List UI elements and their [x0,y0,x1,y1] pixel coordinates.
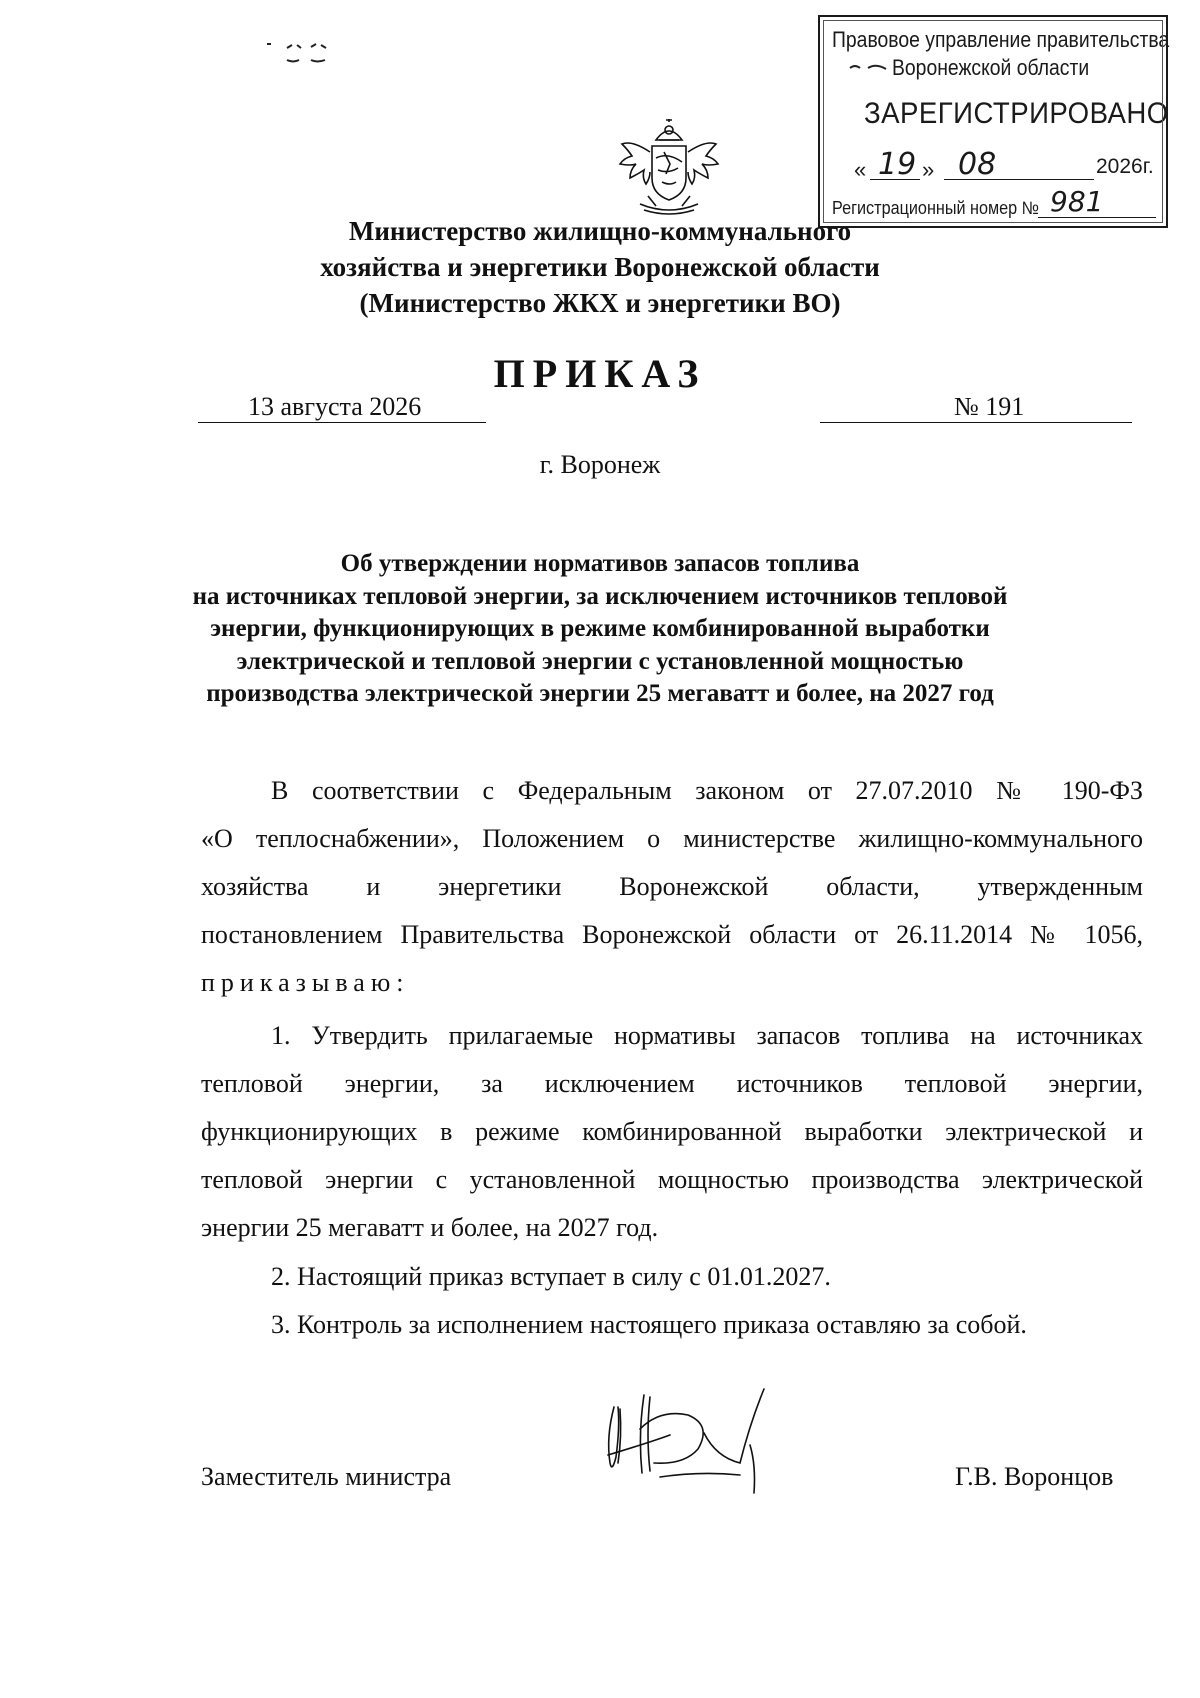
subject-line: электрической и тепловой энергии с установленной мощностью [236,647,964,675]
scan-artifact-marks [265,40,355,70]
stamp-date-month: 08 [958,147,997,182]
stamp-registered-label: ЗАРЕГИСТРИРОВАНО [864,97,1169,130]
registration-stamp [818,15,1168,228]
order-number: № 191 [954,392,1025,421]
order-item-3: 3. Контроль за исполнением настоящего приказа оставляю за собой. [271,1310,1027,1339]
order-date-field [198,392,486,423]
stamp-date-quote-open: « [854,157,867,182]
ministry-name-line2: хозяйства и энергетики Воронежской области [320,252,880,282]
issue-city: г. Воронеж [539,450,661,479]
signatory-position: Заместитель министра [201,1462,452,1491]
subject-line: Об утверждении нормативов запасов топлива [340,550,860,577]
stamp-date [850,149,1160,189]
stamp-date-day: 19 [878,147,917,182]
preamble-line: «О теплоснабжении», Положением о министерстве жилищно-коммунального [201,824,1143,853]
stamp-dash-marks [848,61,892,75]
document-type-title: ПРИКАЗ [493,351,707,396]
order-date: 13 августа 2026 [248,392,422,421]
handwritten-signature [600,1385,780,1495]
subject-line: производства электрической энергии 25 мегаватт и более, на 2027 год [206,680,994,707]
item1-line: тепловой энергии с установленной мощностью производства электрической [201,1165,1143,1194]
coat-of-arms-emblem [614,118,724,218]
item1-line: энергии 25 мегаватт и более, на 2027 год. [201,1213,659,1242]
ministry-short-name: (Министерство ЖКХ и энергетики ВО) [359,288,841,318]
stamp-authority-line1: Правовое управление правительства [832,27,1170,52]
stamp-date-year: 2026г. [1096,155,1154,178]
preamble-line: В соответствии с Федеральным законом от 27.07.2010 № 190-ФЗ [271,776,1143,805]
stamp-day-underline [870,179,920,180]
preamble-line: хозяйства и энергетики Воронежской области, утвержденным [201,872,1143,901]
stamp-date-quote-close: » [922,157,935,182]
ministry-name-line1: Министерство жилищно-коммунального [348,216,852,246]
order-item-2: 2. Настоящий приказ вступает в силу с 01.01.2027. [271,1262,831,1291]
order-verb: приказываю: [201,968,410,997]
stamp-authority-line2: Воронежской области [892,55,1090,80]
stamp-reg-label: Регистрационный номер № [832,198,1040,218]
item1-line: тепловой энергии, за исключением источников тепловой энергии, [201,1069,1143,1098]
stamp-reg-number: 981 [1050,185,1104,218]
order-number-field [820,392,1132,423]
signatory-name: Г.В. Воронцов [955,1462,1114,1491]
order-subject [0,548,1200,711]
subject-line: энергии, функционирующих в режиме комбинированной выработки [210,615,990,642]
subject-line: на источниках тепловой энергии, за исключением источников тепловой [192,582,1008,610]
preamble-line: постановлением Правительства Воронежской области от 26.11.2014 № 1056, [201,920,1143,949]
stamp-month-underline [944,179,1094,180]
item1-line: функционирующих в режиме комбинированной выработки электрической и [201,1117,1143,1146]
preamble-paragraph [201,767,1143,1007]
order-item-1 [201,1012,1143,1252]
item1-line: 1. Утвердить прилагаемые нормативы запасов топлива на источниках [271,1021,1143,1050]
